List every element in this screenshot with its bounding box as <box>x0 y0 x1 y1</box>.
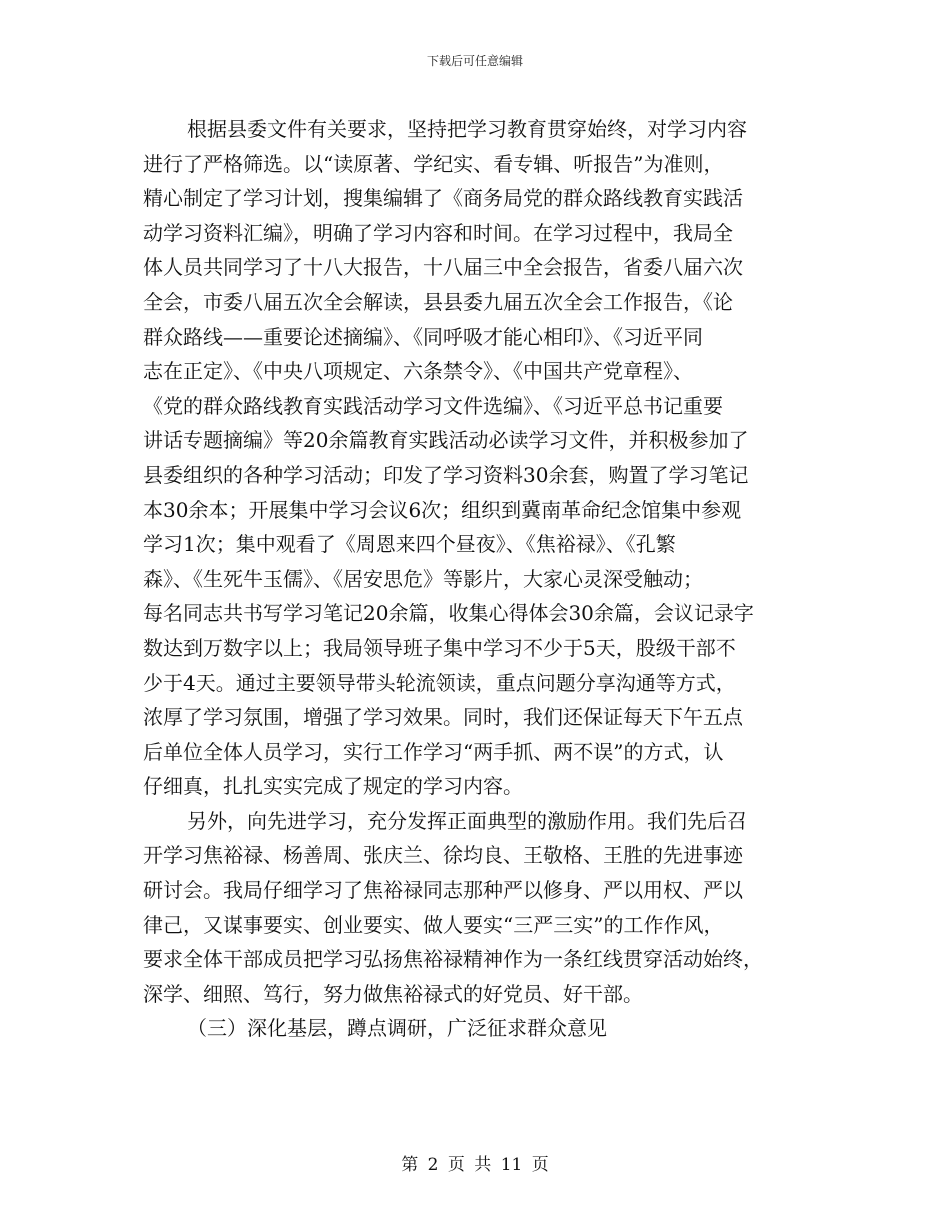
paragraph-line: 进行了严格筛选。以“读原著、学纪实、看专辑、听报告”为准则， <box>143 151 724 176</box>
paragraph-line: 根据县委文件有关要求，坚持把学习教育贯穿始终，对学习内容 <box>187 117 747 141</box>
paragraph-line: 志在正定》、《中央八项规定、六条禁令》、《中国共产党章程》、 <box>143 359 693 384</box>
paragraph-line: 森》、《生死牛玉儒》、《居安思危》等影片，大家心灵深受触动； <box>143 566 703 591</box>
paragraph-line: 县委组织的各种学习活动；印发了学习资料30余套，购置了学习笔记 <box>143 462 749 487</box>
paragraph-line: 仔细真，扎扎实实完成了规定的学习内容。 <box>143 774 523 799</box>
page-number: 第 2 页 共 11 页 <box>401 1155 549 1175</box>
paragraph-line: 数达到万数字以上；我局领导班子集中学习不少于5天，股级干部不 <box>143 635 736 660</box>
paragraph-line: 体人员共同学习了十八大报告，十八届三中全会报告，省委八届六次 <box>143 255 743 280</box>
paragraph-line: 讲话专题摘编》等20余篇教育实践活动必读学习文件，并积极参加了 <box>143 428 749 453</box>
page-header: 下载后可任意编辑 <box>426 54 523 68</box>
paragraph-line: 研讨会。我局仔细学习了焦裕禄同志那种严以修身、严以用权、严以 <box>143 878 743 903</box>
paragraph-line: 《党的群众路线教育实践活动学习文件选编》、《习近平总书记重要 <box>143 393 723 418</box>
paragraph-line: 每名同志共书写学习笔记20余篇，收集心得体会30余篇，会议记录字 <box>143 601 754 626</box>
paragraph-line: 少于4天。通过主要领导带头轮流领读，重点问题分享沟通等方式， <box>143 670 736 695</box>
paragraph-line: 开学习焦裕禄、杨善周、张庆兰、徐均良、王敬格、王胜的先进事迹 <box>143 843 743 868</box>
paragraph-line: 要求全体干部成员把学习弘扬焦裕禄精神作为一条红线贯穿活动始终， <box>143 947 763 972</box>
paragraph-line: 浓厚了学习氛围，增强了学习效果。同时，我们还保证每天下午五点 <box>143 705 743 730</box>
paragraph-line: 精心制定了学习计划，搜集编辑了《商务局党的群众路线教育实践活 <box>143 186 743 211</box>
paragraph-line: 另外，向先进学习，充分发挥正面典型的激励作用。我们先后召 <box>187 808 747 833</box>
paragraph-line: 群众路线——重要论述摘编》、《同呼吸才能心相印》、《习近平同 <box>143 324 703 349</box>
paragraph-line: 全会，市委八届五次全会解读，县县委九届五次全会工作报告，《论 <box>143 289 733 314</box>
paragraph-line: 学习1次；集中观看了《周恩来四个昼夜》、《焦裕禄》、《孔繁 <box>143 532 676 557</box>
section-heading: （三）深化基层，蹲点调研，广泛征求群众意见 <box>187 1016 607 1041</box>
paragraph-line: 后单位全体人员学习，实行工作学习“两手抓、两不误”的方式，认 <box>143 739 724 764</box>
paragraph-line: 深学、细照、笃行，努力做焦裕禄式的好党员、好干部。 <box>143 981 643 1006</box>
paragraph-line: 本30余本；开展集中学习会议6次；组织到冀南革命纪念馆集中参观 <box>143 497 742 522</box>
paragraph-line: 动学习资料汇编》，明确了学习内容和时间。在学习过程中，我局全 <box>143 220 733 245</box>
paragraph-line: 律己，又谋事要实、创业要实、做人要实“三严三实”的工作作风， <box>143 912 724 937</box>
document-body <box>143 112 815 1046</box>
